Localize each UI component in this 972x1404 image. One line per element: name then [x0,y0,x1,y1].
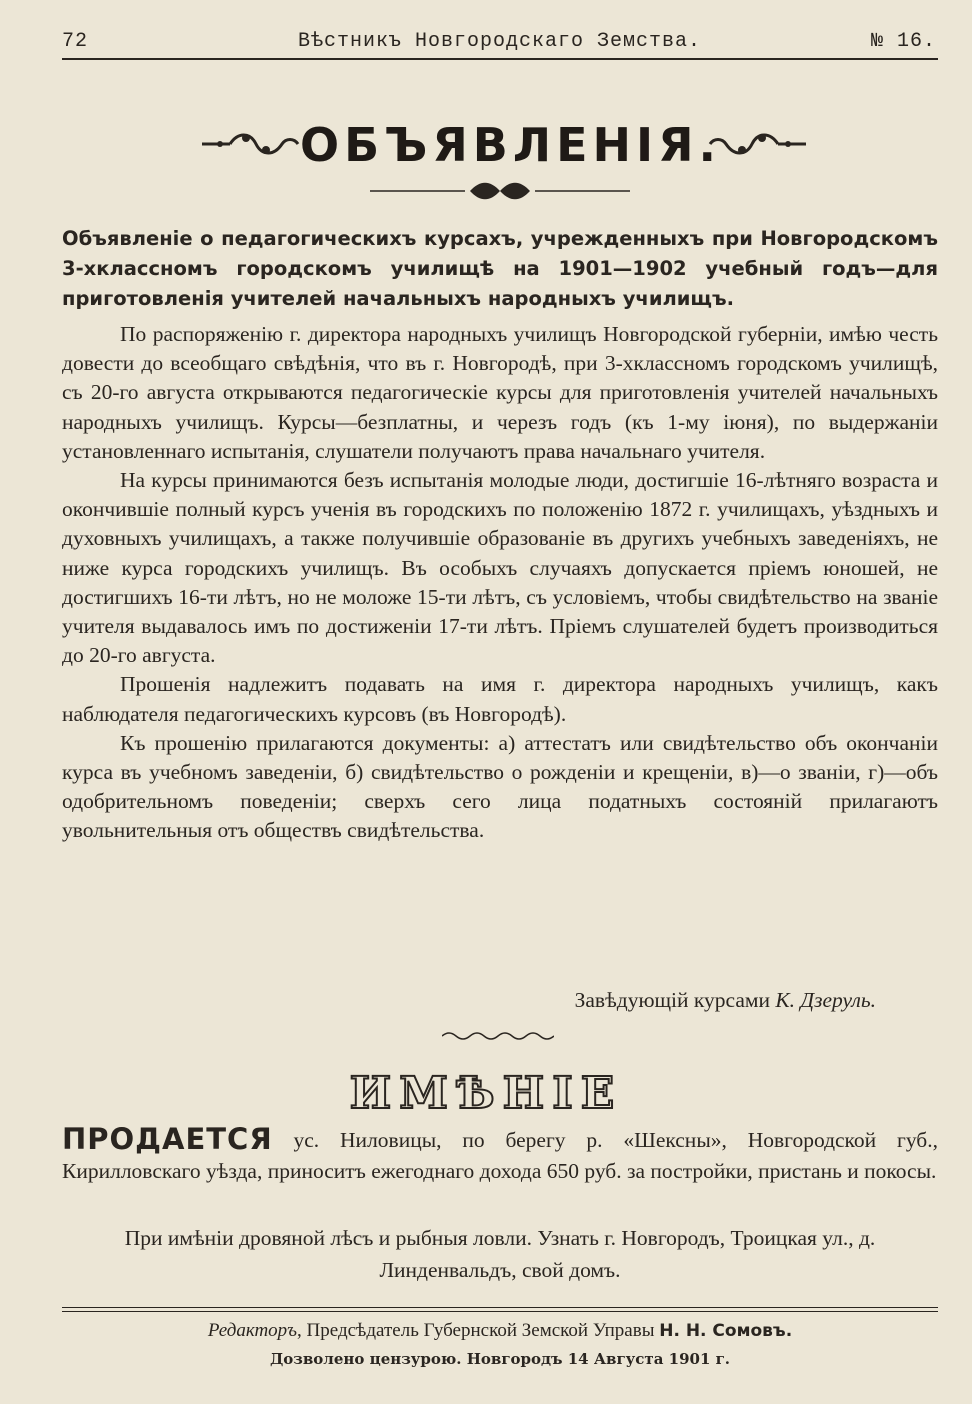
wave-divider-icon [442,1030,554,1042]
announcement-paragraph: По распоряженію г. директора народныхъ училищъ Новгородской губерніи, имѣю честь довести до всеобщаго свѣдѣнія, что въ г. Новгородѣ, при 3-хклассномъ городскомъ училищѣ, съ 20-го августа открываются педагогическіе курсы для приготовленія учителей начальныхъ народныхъ училищъ. Курсы—безплатны, и черезъ годъ (къ 1-му іюня), по выдержаніи установленнаго испытанія, слушатели получаютъ права начальнаго учителя. [62,322,938,463]
footer-rule-top [62,1307,938,1308]
header-rule [62,58,938,60]
section-title: ОБЪЯВЛЕНІЯ. [300,118,722,172]
editor-line [62,1320,938,1342]
journal-title: Вѣстникъ Новгородскаго Земства. [298,30,702,53]
estate-extra-text: При имѣніи дровяной лѣсъ и рыбныя ловли. Узнать г. Новгородъ, Троицкая ул., д. Линденвальдъ, свой домъ. [124,1226,876,1282]
announcement-paragraph: Прошенія надлежитъ подавать на имя г. директора народныхъ училищъ, какъ наблюдателя педагогическихъ курсовъ (въ Новгородѣ). [62,672,938,726]
sale-details: ус. Ниловицы, по берегу р. «Шексны», Новгородской губ., Кирилловскаго уѣзда, приноситъ ежегоднаго дохода 650 руб. за постройки, пристань и покосы. [62,1128,938,1183]
issue-number: № 16. [870,30,936,53]
sale-word: ПРОДАЕТСЯ [62,1122,273,1156]
announcement-paragraph: На курсы принимаются безъ испытанія молодые люди, достигшіе 16-лѣтняго возраста и окончившіе полный курсъ ученія въ городскихъ по положенію 1872 г. училищахъ, уѣздныхъ и духовныхъ училищахъ, а также получившіе образованіе въ другихъ учебныхъ заведеніяхъ, не ниже курса городскихъ училищъ. Въ особыхъ случаяхъ допускается пріемъ юношей, не достигшихъ 16-ти лѣтъ, но не моложе 15-ти лѣтъ, съ условіемъ, чтобы свидѣтельство на званіе учителя выдавалось имъ по достиженіи 17-ти лѣтъ. Пріемъ слушателей будетъ производиться до 20-го августа. [62,468,938,668]
editor-name: Н. Н. Сомовъ. [659,1321,793,1341]
footer-rule-bottom [62,1311,938,1312]
left-flourish-icon [200,128,300,160]
signature-line [62,988,938,1013]
censor-line: Дозволено цензурою. Новгородъ 14 Августа 1901 г. [269,1350,731,1368]
page-header [62,26,938,58]
announcement-heading: Объявленіе о педагогическихъ курсахъ, учрежденныхъ при Новгородскомъ 3-хклассномъ городскомъ училищѣ на 1901—1902 учебный годъ—для приготовленія учителей начальныхъ народныхъ училищъ. [62,227,938,310]
right-flourish-icon [708,128,808,160]
signature-name: К. Дзеруль. [775,988,876,1012]
divider-ornament-icon [370,180,630,202]
estate-title: ИМѢНІЕ [349,1068,623,1119]
signature-title: Завѣдующій курсами [574,988,771,1012]
editor-text: , Предсѣдатель Губернской Земской Управы [297,1320,655,1341]
editor-label: Редакторъ [207,1320,298,1341]
page-number: 72 [62,30,89,53]
announcement-body [62,320,938,846]
estate-sale-text [62,1124,938,1187]
announcement-paragraph: Къ прошенію прилагаются документы: а) аттестатъ или свидѣтельство объ окончаніи курса въ учебномъ заведеніи, б) свидѣтельство о рожденіи и крещеніи, в)—о званіи, г)—объ одобрительномъ поведеніи; сверхъ сего лица податныхъ состояній прилагаютъ увольнительныя отъ обществъ свидѣтельства. [62,730,938,843]
